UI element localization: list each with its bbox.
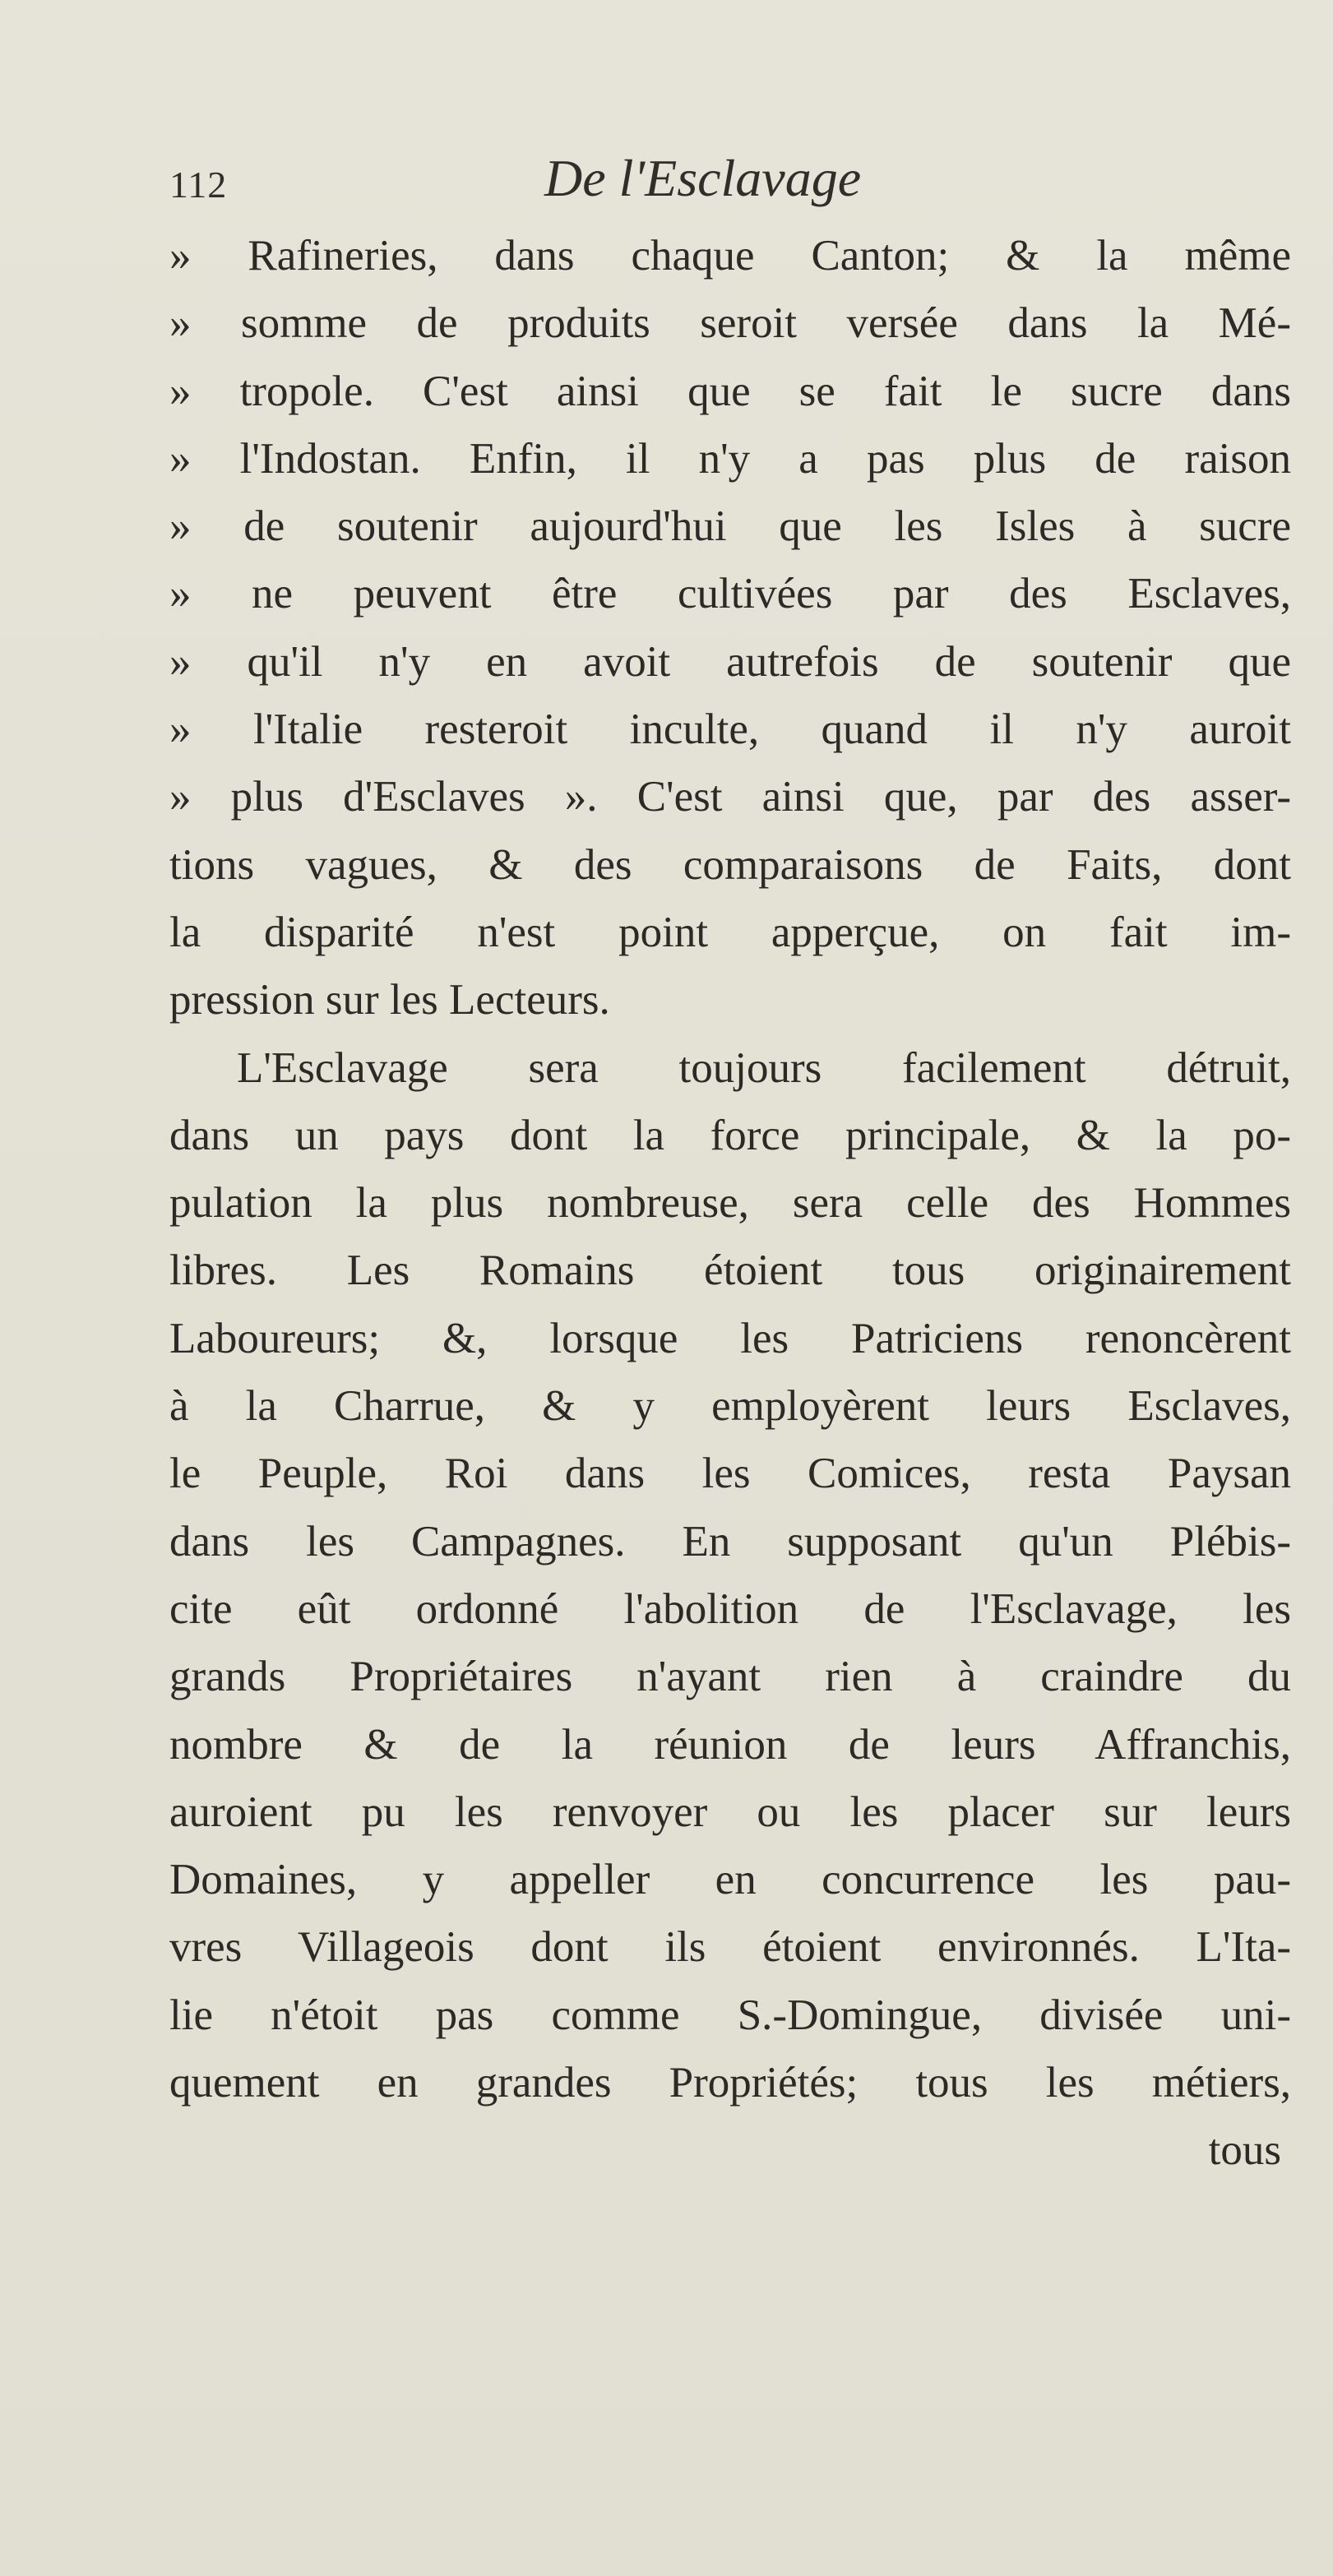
text-line: nombre & de la réunion de leurs Affranchis, (169, 1720, 1291, 1769)
text-line: quement en grandes Propriétés; tous les métiers, (169, 2059, 1291, 2107)
text-line: » plus d'Esclaves ». C'est ainsi que, par des asser- (169, 773, 1291, 821)
text-line: » de soutenir aujourd'hui que les Isles à sucre (169, 502, 1291, 551)
text-line: dans les Campagnes. En supposant qu'un Plébis- (169, 1517, 1291, 1565)
text-line: vres Villageois dont ils étoient environnés. L'Ita- (169, 1923, 1291, 1972)
text-line: libres. Les Romains étoient tous originairement (169, 1246, 1291, 1295)
text-line: lie n'étoit pas comme S.-Domingue, divisée uni- (169, 1991, 1291, 2039)
text-line: » somme de produits seroit versée dans la Mé- (169, 299, 1291, 348)
text-line: » l'Italie resteroit inculte, quand il n'y auroit (169, 705, 1291, 754)
text-line: » qu'il n'y en avoit autrefois de soutenir que (169, 637, 1291, 686)
text-line: » Rafineries, dans chaque Canton; & la même (169, 232, 1291, 280)
text-line: » ne peuvent être cultivées par des Esclaves, (169, 570, 1291, 618)
text-line: cite eût ordonné l'abolition de l'Esclavage, les (169, 1584, 1291, 1633)
text-line: Domaines, y appeller en concurrence les pau- (169, 1856, 1291, 1904)
text-line: dans un pays dont la force principale, & la po- (169, 1111, 1291, 1159)
text-line: le Peuple, Roi dans les Comices, resta Paysan (169, 1450, 1291, 1498)
catchword: tous (1208, 2126, 1281, 2175)
text-line: grands Propriétaires n'ayant rien à craindre du (169, 1653, 1291, 1701)
text-line: pulation la plus nombreuse, sera celle des Hommes (169, 1179, 1291, 1228)
text-line: la disparité n'est point apperçue, on fait im- (169, 908, 1291, 956)
paragraph-start-line: L'Esclavage sera toujours facilement détruit, (237, 1043, 1291, 1092)
running-title: De l'Esclavage (544, 149, 862, 207)
page-number: 112 (169, 164, 228, 206)
text-line: » tropole. C'est ainsi que se fait le sucre dans (169, 367, 1291, 415)
text-line: Laboureurs; &, lorsque les Patriciens renoncèrent (169, 1314, 1291, 1362)
text-line: tions vagues, & des comparaisons de Faits, dont (169, 840, 1291, 889)
paragraph-end-line: pression sur les Lecteurs. (169, 976, 610, 1024)
text-line: » l'Indostan. Enfin, il n'y a pas plus de raison (169, 434, 1291, 483)
text-line: auroient pu les renvoyer ou les placer sur leurs (169, 1787, 1291, 1836)
body-text (169, 222, 1291, 2185)
text-line: à la Charrue, & y employèrent leurs Esclaves, (169, 1382, 1291, 1431)
